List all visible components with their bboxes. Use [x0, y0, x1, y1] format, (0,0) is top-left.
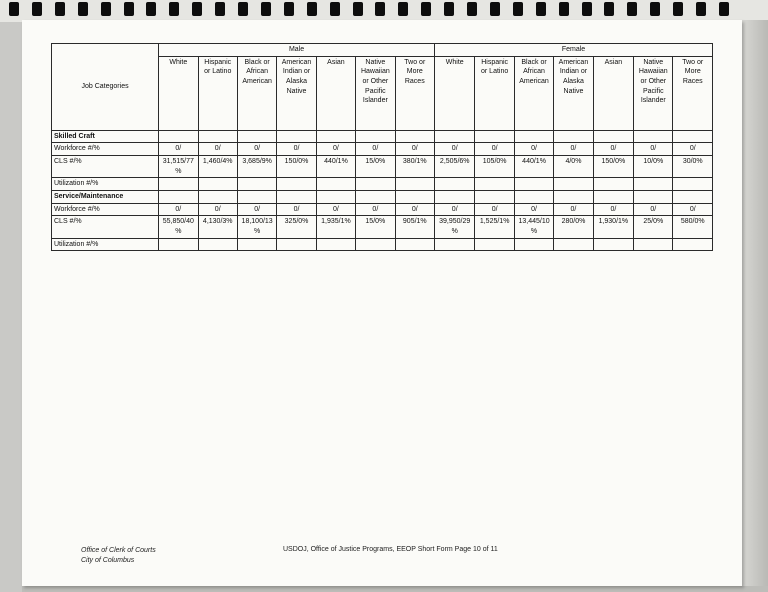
table-cell: 150/0%	[593, 155, 633, 177]
female-column-header: Two or More Races	[673, 56, 713, 130]
table-cell	[277, 178, 316, 191]
footer-city: City of Columbus	[81, 556, 135, 564]
table-cell: 25/0%	[634, 216, 673, 238]
table-cell: 150/0%	[277, 155, 316, 177]
empty-cell	[435, 130, 475, 143]
table-row	[52, 238, 713, 251]
binding-ring	[536, 2, 546, 16]
binding-ring	[398, 2, 408, 16]
male-column-header: Two or More Races	[395, 56, 434, 130]
table-cell	[634, 178, 673, 191]
empty-cell	[554, 130, 593, 143]
binding-ring	[696, 2, 706, 16]
binding-ring	[146, 2, 156, 16]
table-cell: 13,445/10 %	[514, 216, 553, 238]
footer-office: Office of Clerk of Courts	[81, 547, 156, 554]
table-cell	[159, 178, 198, 191]
table-cell: 0/	[198, 203, 237, 216]
row-label: Workforce #/%	[52, 143, 159, 156]
table-cell: 0/	[673, 203, 713, 216]
table-cell: 0/	[634, 143, 673, 156]
table-cell: 2,505/6%	[435, 155, 475, 177]
table-cell	[475, 178, 514, 191]
table-cell	[435, 238, 475, 251]
job-categories-header: Job Categories	[52, 44, 159, 131]
male-group-header: Male	[159, 44, 435, 57]
empty-cell	[634, 190, 673, 203]
table-cell: 0/	[237, 203, 276, 216]
table-cell: 440/1%	[514, 155, 553, 177]
empty-cell	[237, 190, 276, 203]
table-cell	[237, 178, 276, 191]
empty-cell	[514, 190, 553, 203]
table-cell	[554, 178, 593, 191]
male-column-header: Native Hawaiian or Other Pacific Islander	[356, 56, 395, 130]
table-cell	[198, 238, 237, 251]
table-cell: 0/	[514, 203, 553, 216]
empty-cell	[593, 130, 633, 143]
table-cell: 31,515/77 %	[159, 155, 198, 177]
table-cell: 0/	[554, 203, 593, 216]
table-cell: 0/	[395, 143, 434, 156]
female-column-header: White	[435, 56, 475, 130]
table-cell: 0/	[395, 203, 434, 216]
binding-ring	[421, 2, 431, 16]
empty-cell	[673, 130, 713, 143]
empty-cell	[554, 190, 593, 203]
table-cell: 0/	[159, 203, 198, 216]
section-row	[52, 190, 713, 203]
male-column-header: Black or African American	[237, 56, 276, 130]
table-cell: 4/0%	[554, 155, 593, 177]
table-cell	[356, 178, 395, 191]
table-cell: 0/	[673, 143, 713, 156]
row-label: Utilization #/%	[52, 178, 159, 191]
empty-cell	[634, 130, 673, 143]
table-cell	[554, 238, 593, 251]
table-cell	[634, 238, 673, 251]
table-cell	[277, 238, 316, 251]
binding-ring	[673, 2, 683, 16]
male-column-header: Asian	[316, 56, 355, 130]
binding-ring	[719, 2, 729, 16]
female-column-header: Native Hawaiian or Other Pacific Islander	[634, 56, 673, 130]
table-cell: 0/	[514, 143, 553, 156]
table-cell: 0/	[277, 203, 316, 216]
table-cell	[435, 178, 475, 191]
empty-cell	[356, 190, 395, 203]
table-cell	[395, 238, 434, 251]
table-cell: 0/	[237, 143, 276, 156]
row-label: Workforce #/%	[52, 203, 159, 216]
binding-ring	[169, 2, 179, 16]
binding-ring	[55, 2, 65, 16]
binding-ring	[101, 2, 111, 16]
binding-ring	[192, 2, 202, 16]
binding-ring	[467, 2, 477, 16]
binding-ring	[32, 2, 42, 16]
empty-cell	[198, 190, 237, 203]
table-cell: 0/	[159, 143, 198, 156]
binding-ring	[238, 2, 248, 16]
table-cell	[673, 178, 713, 191]
table-cell: 39,950/29 %	[435, 216, 475, 238]
empty-cell	[395, 130, 434, 143]
binding-ring	[513, 2, 523, 16]
empty-cell	[277, 130, 316, 143]
female-column-header: Hispanic or Latino	[475, 56, 514, 130]
table-cell: 0/	[277, 143, 316, 156]
table-cell: 0/	[356, 143, 395, 156]
section-title: Service/Maintenance	[52, 190, 159, 203]
table-cell	[514, 178, 553, 191]
table-cell	[316, 178, 355, 191]
table-cell: 905/1%	[395, 216, 434, 238]
binding-ring	[215, 2, 225, 16]
table-row	[52, 203, 713, 216]
table-cell: 0/	[356, 203, 395, 216]
female-column-header: Asian	[593, 56, 633, 130]
table-cell: 440/1%	[316, 155, 355, 177]
empty-cell	[475, 190, 514, 203]
table-cell: 1,930/1%	[593, 216, 633, 238]
table-cell: 1,460/4%	[198, 155, 237, 177]
binding-ring	[490, 2, 500, 16]
table-cell: 1,525/1%	[475, 216, 514, 238]
empty-cell	[395, 190, 434, 203]
row-label: Utilization #/%	[52, 238, 159, 251]
empty-cell	[316, 130, 355, 143]
binding-ring	[284, 2, 294, 16]
binding-ring	[582, 2, 592, 16]
table-cell	[475, 238, 514, 251]
table-cell: 30/0%	[673, 155, 713, 177]
binding-ring	[375, 2, 385, 16]
binding-ring	[444, 2, 454, 16]
table-cell: 0/	[593, 203, 633, 216]
empty-cell	[159, 190, 198, 203]
empty-cell	[159, 130, 198, 143]
table-cell: 0/	[475, 203, 514, 216]
table-cell: 0/	[316, 203, 355, 216]
table-cell	[395, 178, 434, 191]
table-row	[52, 143, 713, 156]
table-row	[52, 155, 713, 177]
binding-ring	[604, 2, 614, 16]
table-cell: 380/1%	[395, 155, 434, 177]
empty-cell	[316, 190, 355, 203]
table-cell	[159, 238, 198, 251]
table-row	[52, 178, 713, 191]
table-cell	[593, 238, 633, 251]
binding-ring	[124, 2, 134, 16]
empty-cell	[593, 190, 633, 203]
table-cell: 0/	[316, 143, 355, 156]
male-column-header: Hispanic or Latino	[198, 56, 237, 130]
page-stack-edge	[742, 20, 768, 592]
section-row	[52, 130, 713, 143]
row-label: CLS #/%	[52, 216, 159, 238]
binding-ring	[9, 2, 19, 16]
table-cell	[237, 238, 276, 251]
table-cell: 0/	[554, 143, 593, 156]
spiral-binding	[0, 0, 768, 22]
table-cell: 15/0%	[356, 216, 395, 238]
empty-cell	[198, 130, 237, 143]
table-cell	[198, 178, 237, 191]
table-cell: 4,130/3%	[198, 216, 237, 238]
group-header-row	[52, 44, 713, 57]
footer-page-info: USDOJ, Office of Justice Programs, EEOP Short Form Page 10 of 11	[283, 546, 498, 553]
female-column-header: American Indian or Alaska Native	[554, 56, 593, 130]
binding-ring	[559, 2, 569, 16]
table-cell	[514, 238, 553, 251]
table-cell: 105/0%	[475, 155, 514, 177]
binding-ring	[627, 2, 637, 16]
table-cell: 1,935/1%	[316, 216, 355, 238]
binding-ring	[78, 2, 88, 16]
empty-cell	[356, 130, 395, 143]
eeop-table	[51, 43, 713, 251]
table-cell: 0/	[634, 203, 673, 216]
table-cell: 325/0%	[277, 216, 316, 238]
table-cell: 18,100/13 %	[237, 216, 276, 238]
female-column-header: Black or African American	[514, 56, 553, 130]
empty-cell	[475, 130, 514, 143]
row-label: CLS #/%	[52, 155, 159, 177]
table-cell	[316, 238, 355, 251]
section-title: Skilled Craft	[52, 130, 159, 143]
binding-ring	[330, 2, 340, 16]
footer-office-block	[81, 546, 156, 566]
table-cell: 580/0%	[673, 216, 713, 238]
table-cell: 55,850/40 %	[159, 216, 198, 238]
empty-cell	[673, 190, 713, 203]
binding-ring	[307, 2, 317, 16]
binding-ring	[261, 2, 271, 16]
table-cell	[356, 238, 395, 251]
empty-cell	[435, 190, 475, 203]
table-cell	[673, 238, 713, 251]
empty-cell	[237, 130, 276, 143]
table-cell: 3,685/9%	[237, 155, 276, 177]
table-cell: 280/0%	[554, 216, 593, 238]
table-cell: 15/0%	[356, 155, 395, 177]
male-column-header: White	[159, 56, 198, 130]
male-column-header: American Indian or Alaska Native	[277, 56, 316, 130]
empty-cell	[514, 130, 553, 143]
table-cell: 10/0%	[634, 155, 673, 177]
table-cell: 0/	[593, 143, 633, 156]
female-group-header: Female	[435, 44, 713, 57]
table-row	[52, 216, 713, 238]
table-cell: 0/	[435, 143, 475, 156]
page-stack-bottom	[22, 586, 768, 592]
binding-ring	[353, 2, 363, 16]
table-cell: 0/	[435, 203, 475, 216]
table-cell: 0/	[475, 143, 514, 156]
binding-ring	[650, 2, 660, 16]
empty-cell	[277, 190, 316, 203]
table-cell: 0/	[198, 143, 237, 156]
table-cell	[593, 178, 633, 191]
